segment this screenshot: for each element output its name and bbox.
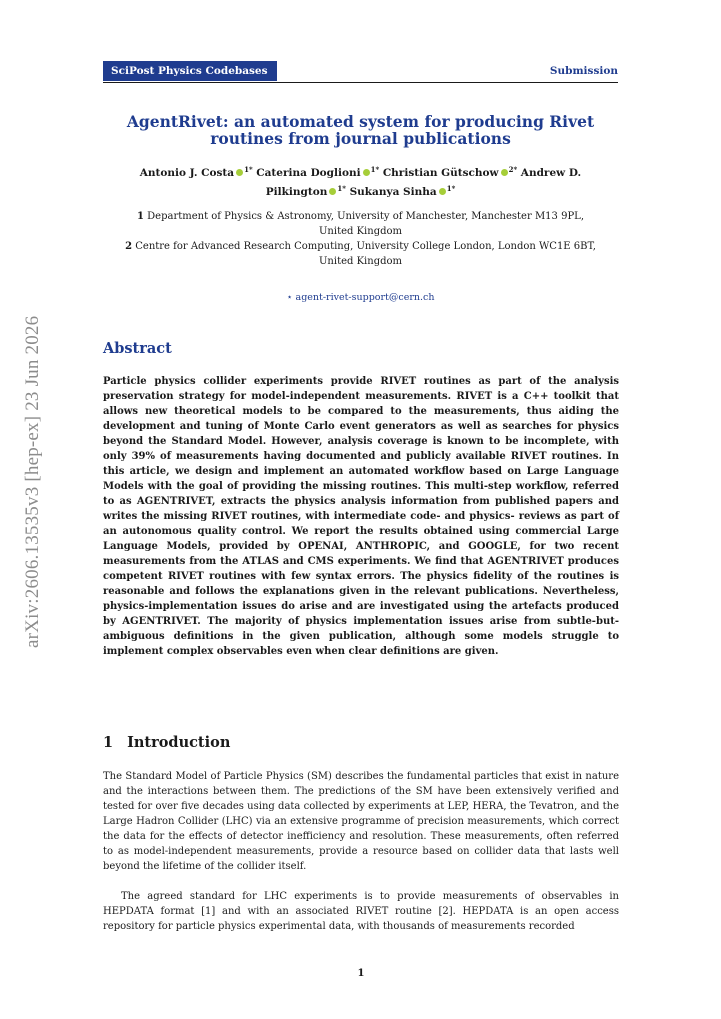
introduction-paragraph: The Standard Model of Particle Physics (SM) describes the fundamental particles that exist in nature and the interactions between them. The predictions of the SM have been extensively verified and tested for over five decades using data collected by experiments at LEP, HERA, the Tevatron, and the Large Hadron Collider (LHC) via an extensive programme of precision measurements, which correct the data for the effects of detector inefficiency and resolution. These measurements, often referred to as model-independent measurements, provide a resource based on collider data that lasts well beyond the lifetime of the collider itself. <box>103 771 619 872</box>
journal-name-badge: SciPost Physics Codebases <box>103 61 277 81</box>
author-name: Sukanya Sinha <box>349 186 437 198</box>
affiliation <box>103 239 618 254</box>
author-line <box>103 162 618 181</box>
orcid-icon[interactable] <box>439 188 446 195</box>
affiliation-number: 2 <box>125 241 133 252</box>
author-name: Andrew D. <box>520 167 582 179</box>
author-affiliation-mark: 1* <box>244 165 253 174</box>
paper-title: AgentRivet: an automated system for producing Rivet routines from journal publications <box>126 112 595 148</box>
author-affiliation-mark: 1* <box>337 184 346 193</box>
author-name: Antonio J. Costa <box>139 167 235 179</box>
affiliation-text: Department of Physics & Astronomy, University of Manchester, Manchester M13 9PL, <box>147 211 584 222</box>
section-heading <box>103 734 230 751</box>
author-list <box>103 162 618 200</box>
section-title: Introduction <box>127 734 231 751</box>
submission-status: Submission <box>549 65 618 77</box>
author-name: Pilkington <box>265 186 328 198</box>
orcid-icon[interactable] <box>501 169 508 176</box>
affiliation-list <box>103 209 618 269</box>
abstract-text: Particle physics collider experiments provide RIVET routines as part of the analysis preservation strategy for model-independent measurements. RIVET is a C++ toolkit that allows new theoretical models to be compared to the measurements, thus aiding the development and tuning of Monte Carlo event generators as well as searches for physics beyond the Standard Model. However, analysis coverage is known to be incomplete, with only 39% of measurements having documented and publicly available RIVET routines. In this article, we design and implement an automated workflow based on Large Language Models with the goal of providing the missing routines. This multi-step workflow, referred to as AGENTRIVET, extracts the physics analysis information from published papers and writes the missing RIVET routines, with intermediate code- and physics- reviews as part of an autonomous quality control. We report the results obtained using commercial Large Language Models, provided by OPENAI, ANTHROPIC, and GOOGLE, for two recent measurements from the ATLAS and CMS experiments. We find that AGENTRIVET produces competent RIVET routines with few syntax errors. The physics fidelity of the routines is reasonable and follows the explanations given in the relevant publications. Nevertheless, physics-implementation issues do arise and are investigated using the artefacts produced by AGENTRIVET. The majority of physics implementation issues arise from subtle-but-ambiguous definitions in the given publication, although some models struggle to implement complex observables even when clear definitions are given. <box>103 376 619 657</box>
author-name: Christian Gütschow <box>382 167 499 179</box>
author-affiliation-mark: 2* <box>508 165 518 174</box>
author-affiliation-mark: 1* <box>370 165 380 174</box>
orcid-icon[interactable] <box>236 169 243 176</box>
introduction-paragraph: The agreed standard for LHC experiments is to provide measurements of observables in HEPDATA format [1] and with an associated RIVET routine [2]. HEPDATA is an open access repository for particle physics experimental data, with thousands of measurements recorded <box>103 891 619 932</box>
affiliation <box>103 209 618 224</box>
affiliation-number: 1 <box>136 211 144 222</box>
affiliation-country: United Kingdom <box>319 256 402 267</box>
page-number: 1 <box>357 968 365 979</box>
abstract-heading: Abstract <box>103 340 172 357</box>
author-name: Caterina Doglioni <box>256 167 361 179</box>
contact-email-link[interactable]: ⋆ agent-rivet-support@cern.ch <box>286 292 435 303</box>
journal-header <box>103 61 618 83</box>
section-number: 1 <box>103 734 114 751</box>
author-line <box>103 181 618 200</box>
orcid-icon[interactable] <box>363 169 370 176</box>
author-affiliation-mark: 1* <box>446 184 456 193</box>
orcid-icon[interactable] <box>329 188 336 195</box>
affiliation-text: Centre for Advanced Research Computing, University College London, London WC1E 6BT, <box>135 241 596 252</box>
arxiv-side-stamp: arXiv:2606.13535v3 [hep-ex] 23 Jun 2026 <box>22 315 43 648</box>
affiliation-country: United Kingdom <box>319 226 402 237</box>
